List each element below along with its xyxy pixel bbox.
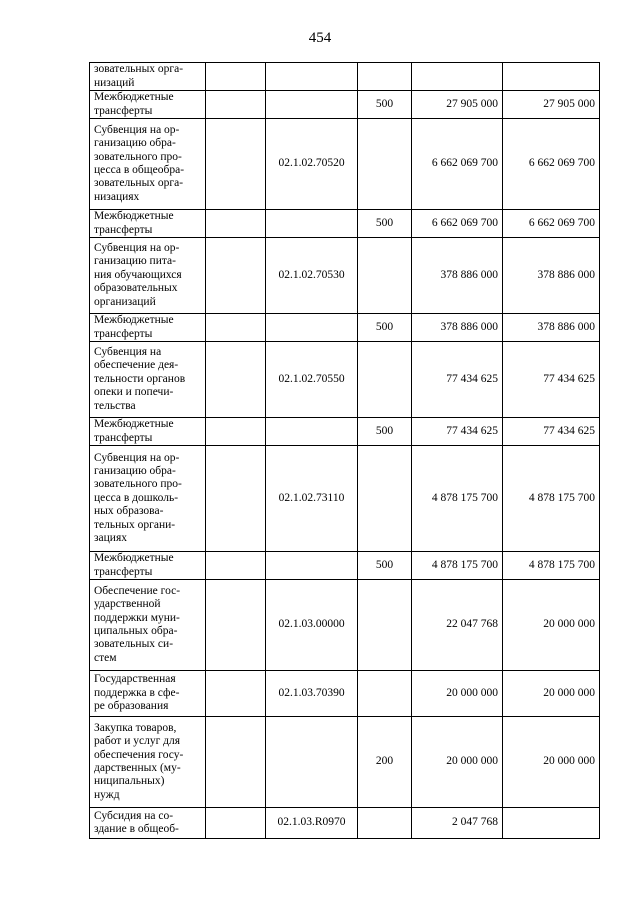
expense-type-cell (358, 580, 412, 671)
amount-cell: 27 905 000 (412, 91, 503, 119)
target-code-cell: 02.1.02.70550 (266, 342, 358, 418)
empty-cell (206, 717, 266, 808)
amount-cell: 77 434 625 (503, 418, 600, 446)
target-code-cell: 02.1.02.70520 (266, 119, 358, 210)
amount-cell: 378 886 000 (412, 238, 503, 314)
row-name-cell: Субвенция на обеспечение дея- тельности органов опеки и попечи- тельства (90, 342, 206, 418)
empty-cell (206, 552, 266, 580)
expense-type-cell: 500 (358, 210, 412, 238)
amount-cell (412, 63, 503, 91)
amount-cell: 6 662 069 700 (412, 210, 503, 238)
row-name-cell: Обеспечение гос- ударственной поддержки муни- ципальных обра- зовательных си- стем (90, 580, 206, 671)
table-row (90, 119, 600, 210)
table-row (90, 671, 600, 717)
expense-type-cell: 500 (358, 91, 412, 119)
row-name-cell: зовательных орга- низаций (90, 63, 206, 91)
amount-cell (503, 63, 600, 91)
row-name-cell: Субсидия на со- здание в общеоб- (90, 808, 206, 839)
table-row (90, 580, 600, 671)
expense-type-cell (358, 808, 412, 839)
expense-type-cell (358, 119, 412, 210)
amount-cell: 6 662 069 700 (503, 119, 600, 210)
amount-cell: 20 000 000 (503, 717, 600, 808)
target-code-cell: 02.1.02.73110 (266, 446, 358, 552)
amount-cell: 4 878 175 700 (503, 446, 600, 552)
expense-type-cell (358, 446, 412, 552)
amount-cell: 6 662 069 700 (412, 119, 503, 210)
row-name-cell: Субвенция на ор- ганизацию обра- зовательного про- цесса в дошколь- ных образова- тельных органи- зациях (90, 446, 206, 552)
table-row (90, 63, 600, 91)
table-row (90, 314, 600, 342)
amount-cell: 378 886 000 (503, 238, 600, 314)
amount-cell: 4 878 175 700 (503, 552, 600, 580)
target-code-cell (266, 552, 358, 580)
amount-cell: 77 434 625 (412, 342, 503, 418)
empty-cell (206, 63, 266, 91)
amount-cell: 20 000 000 (503, 671, 600, 717)
empty-cell (206, 580, 266, 671)
table-row (90, 552, 600, 580)
empty-cell (206, 210, 266, 238)
table-body (90, 63, 600, 839)
row-name-cell: Субвенция на ор- ганизацию пита- ния обучающихся образовательных организаций (90, 238, 206, 314)
expense-type-cell: 500 (358, 314, 412, 342)
expense-type-cell: 500 (358, 418, 412, 446)
amount-cell: 20 000 000 (503, 580, 600, 671)
row-name-cell: Государственная поддержка в сфе- ре образования (90, 671, 206, 717)
amount-cell: 378 886 000 (412, 314, 503, 342)
row-name-cell: Межбюджетные трансферты (90, 418, 206, 446)
table-row (90, 717, 600, 808)
empty-cell (206, 119, 266, 210)
empty-cell (206, 91, 266, 119)
empty-cell (206, 418, 266, 446)
row-name-cell: Закупка товаров, работ и услуг для обеспечения госу- дарственных (му- ниципальных) нужд (90, 717, 206, 808)
row-name-cell: Межбюджетные трансферты (90, 91, 206, 119)
budget-table (89, 62, 600, 839)
amount-cell: 20 000 000 (412, 717, 503, 808)
amount-cell: 27 905 000 (503, 91, 600, 119)
target-code-cell (266, 314, 358, 342)
table-row (90, 446, 600, 552)
empty-cell (206, 671, 266, 717)
empty-cell (206, 314, 266, 342)
empty-cell (206, 808, 266, 839)
row-name-cell: Субвенция на ор- ганизацию обра- зовательного про- цесса в общеобра- зовательных орга- низациях (90, 119, 206, 210)
expense-type-cell: 200 (358, 717, 412, 808)
table-row (90, 91, 600, 119)
amount-cell: 22 047 768 (412, 580, 503, 671)
expense-type-cell (358, 671, 412, 717)
amount-cell (503, 808, 600, 839)
target-code-cell: 02.1.03.00000 (266, 580, 358, 671)
expense-type-cell (358, 342, 412, 418)
target-code-cell (266, 717, 358, 808)
row-name-cell: Межбюджетные трансферты (90, 552, 206, 580)
table-row (90, 418, 600, 446)
target-code-cell: 02.1.03.70390 (266, 671, 358, 717)
amount-cell: 77 434 625 (412, 418, 503, 446)
table-row (90, 210, 600, 238)
amount-cell: 6 662 069 700 (503, 210, 600, 238)
target-code-cell (266, 418, 358, 446)
target-code-cell: 02.1.03.R0970 (266, 808, 358, 839)
table-row (90, 238, 600, 314)
row-name-cell: Межбюджетные трансферты (90, 210, 206, 238)
empty-cell (206, 342, 266, 418)
expense-type-cell: 500 (358, 552, 412, 580)
amount-cell: 2 047 768 (412, 808, 503, 839)
empty-cell (206, 446, 266, 552)
target-code-cell: 02.1.02.70530 (266, 238, 358, 314)
page-number: 454 (308, 30, 332, 46)
expense-type-cell (358, 63, 412, 91)
amount-cell: 20 000 000 (412, 671, 503, 717)
row-name-cell: Межбюджетные трансферты (90, 314, 206, 342)
target-code-cell (266, 210, 358, 238)
expense-type-cell (358, 238, 412, 314)
amount-cell: 378 886 000 (503, 314, 600, 342)
target-code-cell (266, 63, 358, 91)
table-row (90, 342, 600, 418)
table-row (90, 808, 600, 839)
amount-cell: 77 434 625 (503, 342, 600, 418)
target-code-cell (266, 91, 358, 119)
amount-cell: 4 878 175 700 (412, 552, 503, 580)
amount-cell: 4 878 175 700 (412, 446, 503, 552)
empty-cell (206, 238, 266, 314)
